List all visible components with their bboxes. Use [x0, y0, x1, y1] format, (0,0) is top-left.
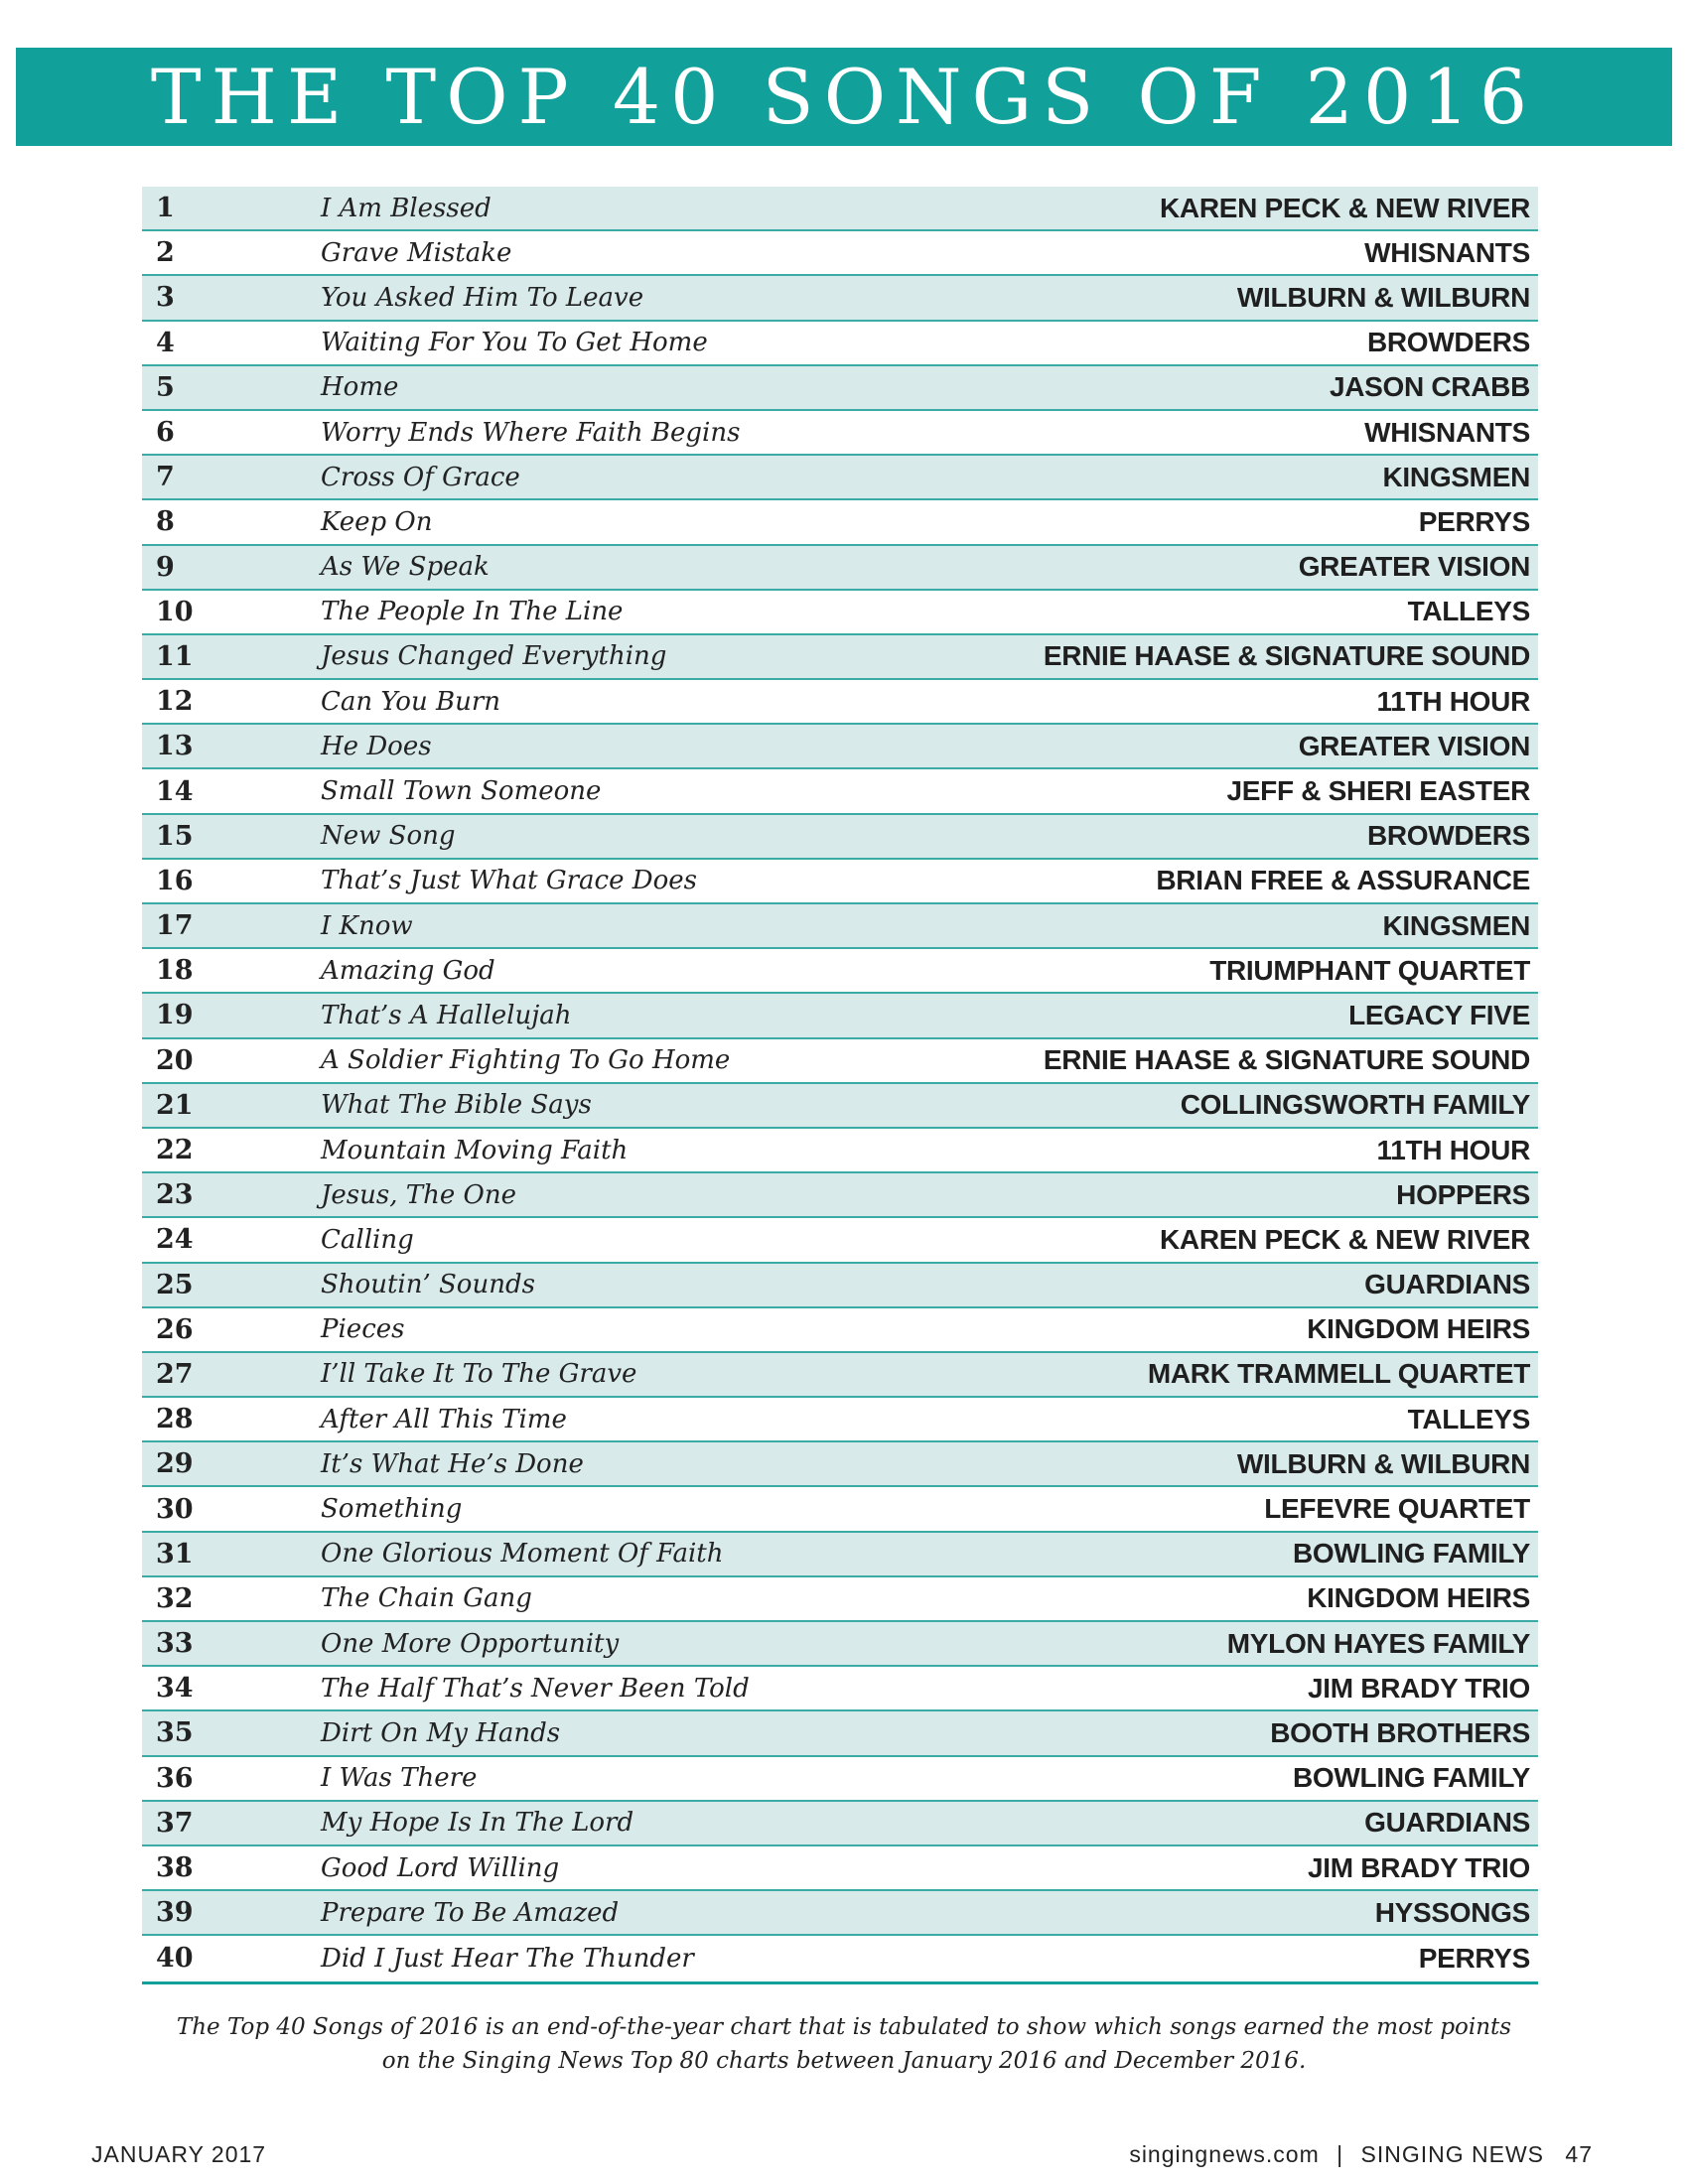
song-title: I Know — [321, 910, 413, 941]
song-rank: 35 — [156, 1717, 194, 1749]
song-title: A Soldier Fighting To Go Home — [321, 1045, 731, 1076]
table-row — [142, 1533, 1538, 1577]
song-title: Worry Ends Where Faith Begins — [321, 417, 741, 448]
table-row — [142, 1622, 1538, 1667]
table-row — [142, 1711, 1538, 1756]
song-rank: 33 — [156, 1628, 194, 1660]
song-rank: 37 — [156, 1807, 194, 1839]
song-title: The Chain Gang — [321, 1583, 532, 1614]
table-row — [142, 949, 1538, 994]
song-rank: 29 — [156, 1448, 194, 1480]
song-rank: 19 — [156, 1000, 194, 1031]
song-artist: MYLON HAYES FAMILY — [1226, 1627, 1530, 1659]
song-title: Something — [321, 1494, 463, 1525]
song-artist: BOWLING FAMILY — [1293, 1762, 1530, 1794]
song-rank: 8 — [156, 506, 175, 538]
song-artist: BRIAN FREE & ASSURANCE — [1156, 865, 1530, 896]
song-artist: JIM BRADY TRIO — [1308, 1672, 1530, 1704]
table-row — [142, 231, 1538, 276]
song-artist: HYSSONGS — [1374, 1896, 1530, 1928]
song-title: Can You Burn — [321, 686, 500, 717]
song-title: You Asked Him To Leave — [321, 282, 644, 313]
song-artist: KINGDOM HEIRS — [1307, 1313, 1530, 1345]
song-rank: 30 — [156, 1493, 194, 1525]
table-row — [142, 860, 1538, 904]
song-title: Cross Of Grace — [321, 462, 520, 492]
song-rank: 36 — [156, 1762, 194, 1794]
table-row — [142, 322, 1538, 366]
table-row — [142, 1846, 1538, 1891]
song-rank: 3 — [156, 282, 175, 314]
song-rank: 16 — [156, 865, 194, 896]
page-footer — [1129, 2141, 1593, 2168]
song-artist: KAREN PECK & NEW RIVER — [1160, 192, 1530, 223]
song-artist: BOOTH BROTHERS — [1270, 1716, 1530, 1748]
song-rank: 17 — [156, 910, 194, 942]
song-artist: ERNIE HAASE & SIGNATURE SOUND — [1043, 640, 1530, 672]
song-rank: 7 — [156, 462, 175, 493]
song-rank: 23 — [156, 1179, 194, 1211]
song-title: It’s What He’s Done — [321, 1448, 584, 1479]
song-title: Did I Just Hear The Thunder — [321, 1943, 694, 1974]
website-link[interactable]: singingnews.com — [1129, 2141, 1320, 2167]
song-artist: JASON CRABB — [1329, 371, 1530, 403]
song-rank: 2 — [156, 237, 175, 269]
song-artist: 11TH HOUR — [1376, 685, 1530, 717]
table-row — [142, 546, 1538, 591]
song-title: Pieces — [321, 1314, 405, 1345]
song-rank: 9 — [156, 551, 175, 583]
song-title: Keep On — [321, 506, 433, 537]
table-row — [142, 276, 1538, 321]
issue-date: JANUARY 2017 — [91, 2141, 267, 2167]
song-rank: 31 — [156, 1538, 194, 1570]
song-rank: 12 — [156, 686, 194, 718]
table-row — [142, 1936, 1538, 1980]
table-row — [142, 456, 1538, 500]
song-title: What The Bible Says — [321, 1090, 592, 1121]
song-artist: BROWDERS — [1366, 820, 1530, 852]
table-row — [142, 904, 1538, 949]
table-row — [142, 1802, 1538, 1846]
song-title: I Was There — [321, 1763, 478, 1794]
song-artist: PERRYS — [1418, 1942, 1530, 1974]
table-row — [142, 1039, 1538, 1084]
song-rank: 34 — [156, 1673, 194, 1705]
table-row — [142, 635, 1538, 680]
song-artist: BROWDERS — [1366, 327, 1530, 358]
table-row — [142, 1173, 1538, 1218]
song-title: After All This Time — [321, 1404, 567, 1434]
song-title: I’ll Take It To The Grave — [321, 1359, 637, 1390]
song-artist: GREATER VISION — [1298, 551, 1530, 583]
song-title: Grave Mistake — [321, 237, 512, 268]
table-row — [142, 1084, 1538, 1129]
song-artist: BOWLING FAMILY — [1293, 1538, 1530, 1570]
song-artist: WHISNANTS — [1364, 416, 1530, 448]
song-title: Small Town Someone — [321, 776, 602, 807]
song-rank: 15 — [156, 820, 194, 852]
song-title: One More Opportunity — [321, 1628, 620, 1659]
table-row — [142, 994, 1538, 1038]
song-rank: 1 — [156, 193, 175, 224]
song-title: Shoutin’ Sounds — [321, 1270, 535, 1300]
table-row — [142, 366, 1538, 411]
song-title: As We Speak — [321, 552, 490, 583]
song-title: Dirt On My Hands — [321, 1717, 561, 1748]
song-artist: KINGSMEN — [1382, 909, 1530, 941]
table-row — [142, 1891, 1538, 1936]
song-rank: 20 — [156, 1044, 194, 1076]
table-row — [142, 680, 1538, 725]
table-row — [142, 1218, 1538, 1263]
table-row — [142, 1757, 1538, 1802]
table-row — [142, 1308, 1538, 1353]
table-row — [142, 1398, 1538, 1442]
song-artist: KAREN PECK & NEW RIVER — [1160, 1223, 1530, 1255]
song-artist: COLLINGSWORTH FAMILY — [1180, 1089, 1530, 1121]
song-artist: WILBURN & WILBURN — [1236, 1447, 1530, 1479]
song-rank: 6 — [156, 417, 175, 449]
song-title: Amazing God — [321, 955, 495, 986]
song-title: I Am Blessed — [321, 193, 492, 223]
table-row — [142, 187, 1538, 231]
song-rank: 28 — [156, 1404, 194, 1435]
table-row — [142, 1129, 1538, 1173]
song-artist: WHISNANTS — [1364, 236, 1530, 268]
song-rank: 18 — [156, 955, 194, 987]
song-artist: 11TH HOUR — [1376, 1134, 1530, 1165]
song-rank: 27 — [156, 1358, 194, 1390]
song-title: He Does — [321, 731, 432, 761]
song-rank: 26 — [156, 1313, 194, 1345]
song-rank: 4 — [156, 327, 175, 358]
song-artist: LEFEVRE QUARTET — [1264, 1493, 1530, 1525]
song-title: Jesus Changed Everything — [321, 641, 667, 672]
song-artist: GREATER VISION — [1298, 730, 1530, 761]
table-row — [142, 769, 1538, 814]
song-artist: MARK TRAMMELL QUARTET — [1147, 1358, 1530, 1390]
footnote-line-1: The Top 40 Songs of 2016 is an end-of-the-year chart that is tabulated to show which songs earned the most points — [176, 2014, 1512, 2040]
song-title: Jesus, The One — [321, 1179, 516, 1210]
chart-footnote — [149, 2010, 1539, 2078]
song-artist: GUARDIANS — [1364, 1807, 1530, 1839]
footer-separator: | — [1336, 2141, 1344, 2167]
song-title: Calling — [321, 1224, 414, 1255]
song-artist: TALLEYS — [1407, 596, 1530, 627]
song-rank: 14 — [156, 775, 194, 807]
song-artist: GUARDIANS — [1364, 1269, 1530, 1300]
footnote-line-2: on the Singing News Top 80 charts between January 2016 and December 2016. — [381, 2048, 1307, 2074]
table-row — [142, 591, 1538, 635]
song-artist: KINGDOM HEIRS — [1307, 1582, 1530, 1614]
song-rank: 38 — [156, 1852, 194, 1884]
song-artist: HOPPERS — [1396, 1178, 1530, 1210]
table-row — [142, 815, 1538, 860]
song-rank: 22 — [156, 1135, 194, 1166]
song-rank: 11 — [156, 640, 194, 672]
song-title: New Song — [321, 821, 456, 852]
song-title: The People In The Line — [321, 597, 624, 627]
song-title: One Glorious Moment Of Faith — [321, 1539, 724, 1570]
table-row — [142, 1353, 1538, 1398]
song-title: That’s A Hallelujah — [321, 1000, 572, 1030]
song-title: Prepare To Be Amazed — [321, 1897, 620, 1928]
song-title: Mountain Moving Faith — [321, 1135, 629, 1165]
song-artist: LEGACY FIVE — [1348, 999, 1530, 1030]
page-number: 47 — [1565, 2141, 1593, 2167]
song-rank: 32 — [156, 1582, 194, 1614]
song-artist: ERNIE HAASE & SIGNATURE SOUND — [1043, 1044, 1530, 1076]
song-rank: 40 — [156, 1943, 194, 1975]
song-artist: JIM BRADY TRIO — [1308, 1851, 1530, 1883]
page-title: THE TOP 40 SONGS OF 2016 — [16, 48, 1672, 146]
song-title: Waiting For You To Get Home — [321, 328, 708, 358]
song-rank: 5 — [156, 371, 175, 403]
table-row — [142, 1667, 1538, 1711]
song-rank: 10 — [156, 596, 194, 627]
song-artist: TRIUMPHANT QUARTET — [1209, 954, 1530, 986]
song-rank: 13 — [156, 731, 194, 762]
song-artist: PERRYS — [1418, 505, 1530, 537]
song-title: That’s Just What Grace Does — [321, 866, 697, 896]
song-artist: TALLEYS — [1407, 1403, 1530, 1434]
table-row — [142, 411, 1538, 456]
table-row — [142, 500, 1538, 545]
song-artist: JEFF & SHERI EASTER — [1226, 775, 1530, 807]
song-rank: 25 — [156, 1269, 194, 1300]
song-rank: 21 — [156, 1089, 194, 1121]
table-row — [142, 1487, 1538, 1532]
song-artist: WILBURN & WILBURN — [1236, 281, 1530, 313]
table-row — [142, 1577, 1538, 1622]
song-title: Home — [321, 372, 399, 403]
song-rank: 39 — [156, 1897, 194, 1929]
song-title: The Half That’s Never Been Told — [321, 1673, 750, 1704]
magazine-name: SINGING NEWS — [1360, 2141, 1545, 2167]
song-title: Good Lord Willing — [321, 1852, 560, 1883]
song-title: My Hope Is In The Lord — [321, 1808, 634, 1839]
top-40-table — [142, 187, 1538, 1984]
song-artist: KINGSMEN — [1382, 461, 1530, 492]
table-row — [142, 725, 1538, 769]
song-rank: 24 — [156, 1224, 194, 1256]
table-row — [142, 1442, 1538, 1487]
table-row — [142, 1264, 1538, 1308]
